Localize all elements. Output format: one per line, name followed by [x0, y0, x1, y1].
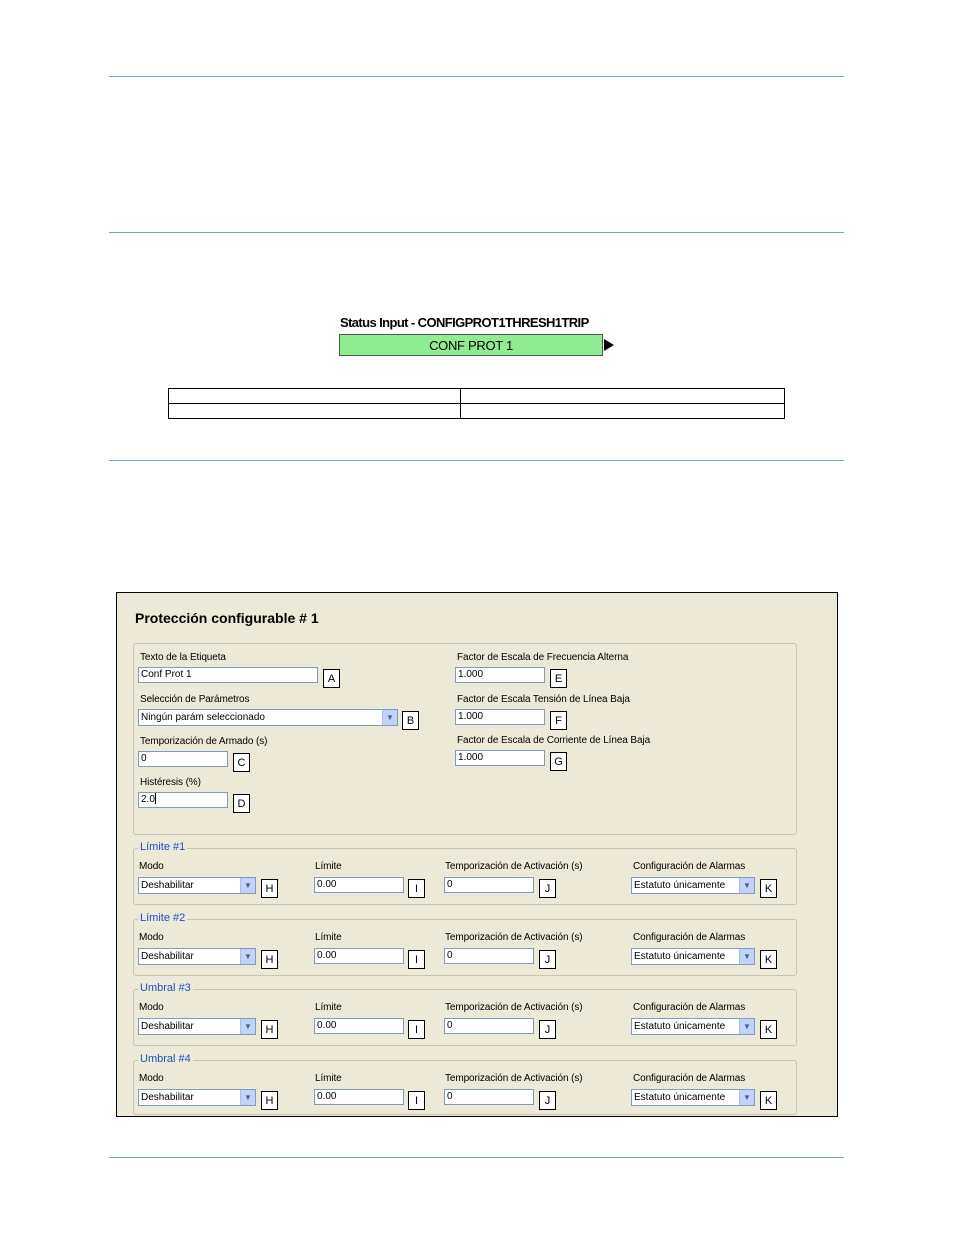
section-rule-2	[109, 460, 844, 461]
activation-delay-input[interactable]: 0	[444, 1018, 534, 1034]
hysteresis-label: Histéresis (%)	[140, 777, 201, 788]
current-scale-input[interactable]: 1.000	[455, 750, 545, 766]
callout-h: H	[261, 950, 278, 969]
table-row	[169, 389, 785, 404]
param-select-value: Ningún parám seleccionado	[141, 712, 265, 723]
param-select-label: Selección de Parámetros	[140, 694, 250, 705]
activation-delay-label: Temporización de Activación (s)	[445, 932, 583, 943]
param-select-dropdown[interactable]	[138, 709, 398, 726]
output-triangle-icon	[604, 339, 614, 351]
mode-value: Deshabilitar	[141, 951, 194, 962]
status-input-title: Status Input - CONFIGPROT1THRESH1TRIP	[340, 315, 589, 330]
threshold-legend: Límite #2	[140, 912, 186, 924]
threshold-legend: Límite #1	[140, 841, 186, 853]
limit-label: Límite	[315, 1073, 342, 1084]
chevron-down-icon[interactable]: ▼	[240, 949, 255, 964]
screen-title: Protección configurable # 1	[135, 610, 319, 626]
mode-label: Modo	[139, 1002, 164, 1013]
activation-delay-label: Temporización de Activación (s)	[445, 861, 583, 872]
callout-d: D	[233, 794, 250, 813]
mode-value: Deshabilitar	[141, 880, 194, 891]
chevron-down-icon[interactable]: ▼	[240, 1019, 255, 1034]
alarm-config-dropdown[interactable]	[631, 948, 755, 965]
chevron-down-icon[interactable]: ▼	[240, 878, 255, 893]
chevron-down-icon[interactable]: ▼	[739, 878, 754, 893]
alarm-config-value: Estatuto únicamente	[634, 880, 726, 891]
callout-b: B	[402, 711, 419, 730]
limit-input[interactable]: 0.00	[314, 948, 404, 964]
general-settings-group	[133, 643, 797, 835]
chevron-down-icon[interactable]: ▼	[739, 1019, 754, 1034]
header-rule	[109, 76, 844, 77]
activation-delay-input[interactable]: 0	[444, 1089, 534, 1105]
alarm-config-value: Estatuto únicamente	[634, 1092, 726, 1103]
threshold-legend: Umbral #4	[140, 1053, 191, 1065]
activation-delay-input[interactable]: 0	[444, 948, 534, 964]
freq-scale-label: Factor de Escala de Frecuencia Alterna	[457, 652, 629, 663]
table-cell	[169, 404, 461, 419]
callout-j: J	[539, 1020, 556, 1039]
table-cell	[461, 389, 785, 404]
callout-k: K	[760, 1020, 777, 1039]
alarm-config-label: Configuración de Alarmas	[633, 1002, 746, 1013]
callout-e: E	[550, 669, 567, 688]
callout-h: H	[261, 1091, 278, 1110]
current-scale-label: Factor de Escala de Corriente de Línea Baja	[457, 735, 651, 746]
callout-f: F	[550, 711, 567, 730]
chevron-down-icon[interactable]: ▼	[739, 949, 754, 964]
mode-value: Deshabilitar	[141, 1092, 194, 1103]
alarm-config-label: Configuración de Alarmas	[633, 861, 746, 872]
arming-delay-input[interactable]: 0	[138, 751, 228, 767]
callout-i: I	[408, 950, 425, 969]
activation-delay-label: Temporización de Activación (s)	[445, 1002, 583, 1013]
label-text-input[interactable]: Conf Prot 1	[138, 667, 318, 683]
table-row	[169, 404, 785, 419]
threshold-group-1	[133, 841, 797, 905]
text-cursor	[155, 793, 156, 804]
callout-k: K	[760, 1091, 777, 1110]
activation-delay-label: Temporización de Activación (s)	[445, 1073, 583, 1084]
alarm-config-dropdown[interactable]	[631, 877, 755, 894]
mode-value: Deshabilitar	[141, 1021, 194, 1032]
table-cell	[461, 404, 785, 419]
mode-dropdown[interactable]	[138, 877, 256, 894]
threshold-group-4	[133, 1053, 797, 1115]
callout-h: H	[261, 879, 278, 898]
chevron-down-icon[interactable]: ▼	[240, 1090, 255, 1105]
mode-label: Modo	[139, 861, 164, 872]
callout-i: I	[408, 1020, 425, 1039]
limit-input[interactable]: 0.00	[314, 1089, 404, 1105]
threshold-group-3	[133, 982, 797, 1046]
chevron-down-icon[interactable]: ▼	[739, 1090, 754, 1105]
callout-g: G	[550, 752, 567, 771]
limit-label: Límite	[315, 861, 342, 872]
activation-delay-input[interactable]: 0	[444, 877, 534, 893]
mode-label: Modo	[139, 932, 164, 943]
section-rule-1	[109, 232, 844, 233]
callout-i: I	[408, 879, 425, 898]
alarm-config-dropdown[interactable]	[631, 1089, 755, 1106]
hysteresis-value: 2.0	[141, 794, 155, 805]
status-input-box: CONF PROT 1	[339, 334, 603, 356]
alarm-config-label: Configuración de Alarmas	[633, 932, 746, 943]
label-text-label: Texto de la Etiqueta	[140, 652, 226, 663]
callout-j: J	[539, 1091, 556, 1110]
callout-c: C	[233, 753, 250, 772]
threshold-group-2	[133, 912, 797, 976]
settings-screen	[116, 592, 838, 1117]
limit-input[interactable]: 0.00	[314, 1018, 404, 1034]
logic-io-table	[168, 388, 785, 419]
callout-h: H	[261, 1020, 278, 1039]
mode-dropdown[interactable]	[138, 1089, 256, 1106]
footer-rule	[109, 1157, 844, 1158]
voltage-scale-label: Factor de Escala Tensión de Línea Baja	[457, 694, 630, 705]
alarm-config-dropdown[interactable]	[631, 1018, 755, 1035]
alarm-config-value: Estatuto únicamente	[634, 951, 726, 962]
mode-dropdown[interactable]	[138, 948, 256, 965]
callout-a: A	[323, 669, 340, 688]
callout-i: I	[408, 1091, 425, 1110]
limit-label: Límite	[315, 932, 342, 943]
limit-label: Límite	[315, 1002, 342, 1013]
alarm-config-value: Estatuto únicamente	[634, 1021, 726, 1032]
arming-delay-label: Temporización de Armado (s)	[140, 736, 268, 747]
voltage-scale-input[interactable]: 1.000	[455, 709, 545, 725]
callout-k: K	[760, 950, 777, 969]
mode-label: Modo	[139, 1073, 164, 1084]
callout-j: J	[539, 879, 556, 898]
limit-input[interactable]: 0.00	[314, 877, 404, 893]
mode-dropdown[interactable]	[138, 1018, 256, 1035]
callout-k: K	[760, 879, 777, 898]
threshold-legend: Umbral #3	[140, 982, 191, 994]
callout-j: J	[539, 950, 556, 969]
chevron-down-icon[interactable]: ▼	[382, 710, 397, 725]
alarm-config-label: Configuración de Alarmas	[633, 1073, 746, 1084]
table-cell	[169, 389, 461, 404]
hysteresis-input[interactable]	[138, 792, 228, 808]
freq-scale-input[interactable]: 1.000	[455, 667, 545, 683]
